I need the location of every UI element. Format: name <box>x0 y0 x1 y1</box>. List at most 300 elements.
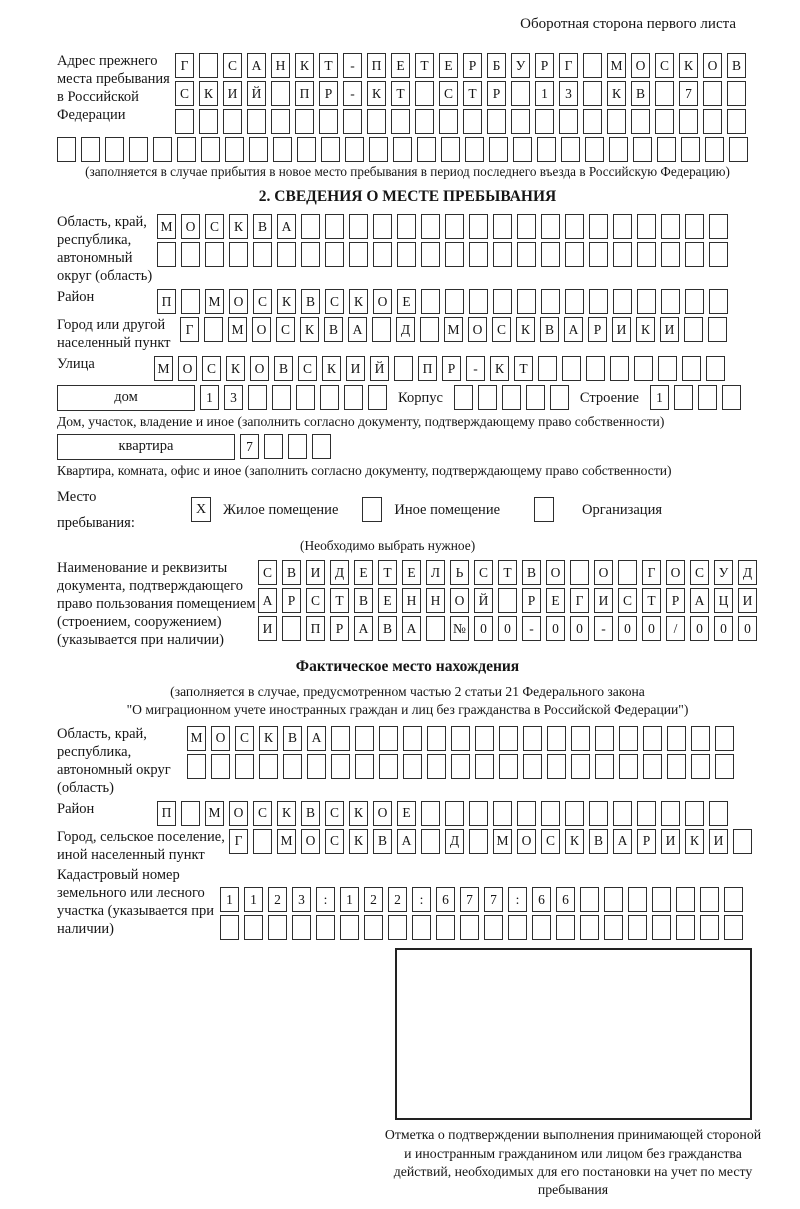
char-box[interactable]: К <box>636 317 655 342</box>
char-box[interactable]: 2 <box>388 887 407 912</box>
char-box[interactable] <box>301 242 320 267</box>
char-box[interactable]: 3 <box>224 385 243 410</box>
char-box[interactable] <box>643 754 662 779</box>
char-box[interactable] <box>307 754 326 779</box>
char-box[interactable] <box>637 801 656 826</box>
char-box[interactable] <box>498 588 517 613</box>
char-box[interactable] <box>445 214 464 239</box>
char-box[interactable]: И <box>594 588 613 613</box>
char-box[interactable]: Й <box>247 81 266 106</box>
char-box[interactable]: К <box>349 289 368 314</box>
char-box[interactable]: А <box>348 317 367 342</box>
char-box[interactable]: : <box>508 887 527 912</box>
char-box[interactable]: А <box>397 829 416 854</box>
char-box[interactable] <box>157 242 176 267</box>
char-box[interactable]: С <box>492 317 511 342</box>
char-box[interactable] <box>391 109 410 134</box>
char-box[interactable] <box>610 356 629 381</box>
char-box[interactable]: В <box>324 317 343 342</box>
char-box[interactable]: И <box>306 560 325 585</box>
char-box[interactable]: Е <box>354 560 373 585</box>
char-box[interactable] <box>355 726 374 751</box>
char-box[interactable]: Й <box>370 356 389 381</box>
char-box[interactable]: 6 <box>556 887 575 912</box>
char-box[interactable]: В <box>283 726 302 751</box>
char-box[interactable] <box>475 726 494 751</box>
char-box[interactable]: К <box>607 81 626 106</box>
char-box[interactable] <box>272 385 291 410</box>
char-box[interactable] <box>709 289 728 314</box>
char-box[interactable] <box>220 915 239 940</box>
char-box[interactable] <box>585 137 604 162</box>
char-box[interactable] <box>685 289 704 314</box>
char-box[interactable] <box>57 137 76 162</box>
char-box[interactable]: 0 <box>618 616 637 641</box>
char-box[interactable]: - <box>594 616 613 641</box>
char-box[interactable] <box>493 242 512 267</box>
char-box[interactable] <box>559 109 578 134</box>
char-box[interactable] <box>451 754 470 779</box>
char-box[interactable] <box>484 915 503 940</box>
char-box[interactable]: У <box>714 560 733 585</box>
char-box[interactable] <box>463 109 482 134</box>
char-box[interactable] <box>264 434 283 459</box>
char-box[interactable] <box>580 887 599 912</box>
char-box[interactable] <box>271 109 290 134</box>
char-box[interactable]: В <box>301 289 320 314</box>
char-box[interactable]: - <box>522 616 541 641</box>
char-box[interactable] <box>253 242 272 267</box>
char-box[interactable] <box>397 214 416 239</box>
char-box[interactable]: К <box>367 81 386 106</box>
char-box[interactable] <box>589 242 608 267</box>
char-box[interactable] <box>499 754 518 779</box>
char-box[interactable] <box>247 109 266 134</box>
char-box[interactable] <box>561 137 580 162</box>
char-box[interactable] <box>469 242 488 267</box>
char-box[interactable] <box>538 356 557 381</box>
char-box[interactable]: О <box>594 560 613 585</box>
char-box[interactable]: 1 <box>244 887 263 912</box>
char-box[interactable]: О <box>631 53 650 78</box>
char-box[interactable] <box>667 726 686 751</box>
char-box[interactable]: Д <box>738 560 757 585</box>
char-box[interactable] <box>550 385 569 410</box>
char-box[interactable] <box>604 915 623 940</box>
char-box[interactable] <box>619 754 638 779</box>
char-box[interactable] <box>643 726 662 751</box>
char-box[interactable] <box>439 109 458 134</box>
char-box[interactable] <box>403 754 422 779</box>
char-box[interactable] <box>248 385 267 410</box>
char-box[interactable] <box>340 915 359 940</box>
char-box[interactable] <box>421 829 440 854</box>
char-box[interactable]: 1 <box>535 81 554 106</box>
char-box[interactable] <box>685 801 704 826</box>
char-box[interactable]: И <box>660 317 679 342</box>
char-box[interactable] <box>469 829 488 854</box>
char-box[interactable]: Й <box>474 588 493 613</box>
char-box[interactable] <box>325 242 344 267</box>
checkbox-zhiloe[interactable]: X <box>191 497 211 522</box>
char-box[interactable]: С <box>276 317 295 342</box>
char-box[interactable]: Т <box>415 53 434 78</box>
char-box[interactable]: Е <box>402 560 421 585</box>
char-box[interactable]: 0 <box>642 616 661 641</box>
char-box[interactable] <box>175 109 194 134</box>
char-box[interactable]: К <box>226 356 245 381</box>
char-box[interactable]: И <box>223 81 242 106</box>
char-box[interactable]: Р <box>522 588 541 613</box>
char-box[interactable]: 0 <box>738 616 757 641</box>
char-box[interactable] <box>478 385 497 410</box>
char-box[interactable]: М <box>277 829 296 854</box>
char-box[interactable] <box>249 137 268 162</box>
char-box[interactable]: М <box>444 317 463 342</box>
char-box[interactable] <box>372 317 391 342</box>
char-box[interactable]: Д <box>445 829 464 854</box>
char-box[interactable]: В <box>274 356 293 381</box>
char-box[interactable]: О <box>703 53 722 78</box>
char-box[interactable]: А <box>564 317 583 342</box>
char-box[interactable] <box>469 289 488 314</box>
char-box[interactable]: О <box>468 317 487 342</box>
char-box[interactable] <box>297 137 316 162</box>
char-box[interactable] <box>181 242 200 267</box>
char-box[interactable]: К <box>199 81 218 106</box>
char-box[interactable]: О <box>211 726 230 751</box>
char-box[interactable]: С <box>541 829 560 854</box>
char-box[interactable]: - <box>466 356 485 381</box>
char-box[interactable]: И <box>346 356 365 381</box>
char-box[interactable] <box>637 242 656 267</box>
char-box[interactable] <box>451 726 470 751</box>
char-box[interactable] <box>541 214 560 239</box>
char-box[interactable] <box>613 214 632 239</box>
char-box[interactable] <box>722 385 741 410</box>
char-box[interactable]: Т <box>514 356 533 381</box>
char-box[interactable]: : <box>412 887 431 912</box>
char-box[interactable]: Н <box>426 588 445 613</box>
char-box[interactable] <box>609 137 628 162</box>
char-box[interactable]: О <box>181 214 200 239</box>
char-box[interactable] <box>436 915 455 940</box>
char-box[interactable] <box>403 726 422 751</box>
char-box[interactable] <box>177 137 196 162</box>
char-box[interactable]: П <box>295 81 314 106</box>
char-box[interactable] <box>657 137 676 162</box>
char-box[interactable]: Д <box>396 317 415 342</box>
char-box[interactable]: Г <box>180 317 199 342</box>
char-box[interactable] <box>633 137 652 162</box>
char-box[interactable] <box>661 289 680 314</box>
char-box[interactable] <box>727 81 746 106</box>
char-box[interactable] <box>253 829 272 854</box>
char-box[interactable]: О <box>178 356 197 381</box>
char-box[interactable]: О <box>250 356 269 381</box>
char-box[interactable] <box>658 356 677 381</box>
char-box[interactable]: С <box>253 289 272 314</box>
char-box[interactable] <box>421 242 440 267</box>
char-box[interactable] <box>583 81 602 106</box>
char-box[interactable] <box>412 915 431 940</box>
char-box[interactable]: 1 <box>650 385 669 410</box>
char-box[interactable] <box>661 242 680 267</box>
char-box[interactable]: С <box>306 588 325 613</box>
char-box[interactable]: Р <box>487 81 506 106</box>
char-box[interactable] <box>331 754 350 779</box>
char-box[interactable] <box>205 242 224 267</box>
char-box[interactable]: Р <box>535 53 554 78</box>
char-box[interactable] <box>517 289 536 314</box>
char-box[interactable] <box>388 915 407 940</box>
char-box[interactable]: С <box>202 356 221 381</box>
char-box[interactable]: П <box>418 356 437 381</box>
char-box[interactable]: 3 <box>559 81 578 106</box>
char-box[interactable]: 0 <box>690 616 709 641</box>
char-box[interactable] <box>667 754 686 779</box>
char-box[interactable]: 2 <box>364 887 383 912</box>
char-box[interactable]: М <box>157 214 176 239</box>
char-box[interactable]: К <box>229 214 248 239</box>
char-box[interactable] <box>499 726 518 751</box>
char-box[interactable]: П <box>157 289 176 314</box>
char-box[interactable]: В <box>727 53 746 78</box>
char-box[interactable] <box>698 385 717 410</box>
char-box[interactable]: Р <box>637 829 656 854</box>
char-box[interactable] <box>427 754 446 779</box>
char-box[interactable] <box>316 915 335 940</box>
char-box[interactable]: В <box>540 317 559 342</box>
char-box[interactable] <box>682 356 701 381</box>
char-box[interactable] <box>613 289 632 314</box>
char-box[interactable]: У <box>511 53 530 78</box>
char-box[interactable] <box>708 317 727 342</box>
char-box[interactable] <box>565 801 584 826</box>
char-box[interactable]: В <box>354 588 373 613</box>
char-box[interactable] <box>618 560 637 585</box>
char-box[interactable] <box>613 801 632 826</box>
char-box[interactable] <box>288 434 307 459</box>
char-box[interactable] <box>511 81 530 106</box>
char-box[interactable] <box>580 915 599 940</box>
char-box[interactable]: Е <box>546 588 565 613</box>
char-box[interactable]: Т <box>498 560 517 585</box>
char-box[interactable]: М <box>154 356 173 381</box>
char-box[interactable]: К <box>349 801 368 826</box>
char-box[interactable]: Ь <box>450 560 469 585</box>
char-box[interactable] <box>153 137 172 162</box>
char-box[interactable] <box>421 214 440 239</box>
char-box[interactable]: К <box>490 356 509 381</box>
char-box[interactable]: С <box>325 289 344 314</box>
char-box[interactable]: Е <box>397 289 416 314</box>
char-box[interactable]: 7 <box>679 81 698 106</box>
char-box[interactable] <box>441 137 460 162</box>
checkbox-inoe[interactable] <box>362 497 382 522</box>
char-box[interactable]: 0 <box>474 616 493 641</box>
char-box[interactable] <box>703 109 722 134</box>
char-box[interactable]: Г <box>642 560 661 585</box>
char-box[interactable]: И <box>661 829 680 854</box>
char-box[interactable] <box>589 289 608 314</box>
char-box[interactable]: С <box>235 726 254 751</box>
char-box[interactable] <box>415 109 434 134</box>
char-box[interactable]: Г <box>559 53 578 78</box>
char-box[interactable]: К <box>349 829 368 854</box>
char-box[interactable]: Ц <box>714 588 733 613</box>
char-box[interactable]: В <box>301 801 320 826</box>
char-box[interactable] <box>631 109 650 134</box>
char-box[interactable] <box>393 137 412 162</box>
char-box[interactable]: О <box>252 317 271 342</box>
char-box[interactable] <box>706 356 725 381</box>
char-box[interactable] <box>129 137 148 162</box>
char-box[interactable] <box>445 242 464 267</box>
char-box[interactable]: С <box>325 801 344 826</box>
char-box[interactable]: П <box>367 53 386 78</box>
char-box[interactable] <box>655 81 674 106</box>
char-box[interactable] <box>421 289 440 314</box>
char-box[interactable]: Д <box>330 560 349 585</box>
char-box[interactable] <box>685 242 704 267</box>
char-box[interactable] <box>691 726 710 751</box>
char-box[interactable]: А <box>247 53 266 78</box>
char-box[interactable] <box>204 317 223 342</box>
char-box[interactable] <box>355 754 374 779</box>
char-box[interactable] <box>637 289 656 314</box>
char-box[interactable] <box>508 915 527 940</box>
char-box[interactable]: 1 <box>200 385 219 410</box>
char-box[interactable] <box>282 616 301 641</box>
char-box[interactable]: С <box>325 829 344 854</box>
char-box[interactable] <box>565 214 584 239</box>
char-box[interactable] <box>379 726 398 751</box>
char-box[interactable] <box>513 137 532 162</box>
char-box[interactable]: С <box>298 356 317 381</box>
char-box[interactable] <box>312 434 331 459</box>
char-box[interactable] <box>415 81 434 106</box>
char-box[interactable]: М <box>205 289 224 314</box>
char-box[interactable]: С <box>258 560 277 585</box>
char-box[interactable]: Е <box>378 588 397 613</box>
char-box[interactable]: В <box>253 214 272 239</box>
char-box[interactable] <box>586 356 605 381</box>
char-box[interactable] <box>709 214 728 239</box>
char-box[interactable]: К <box>322 356 341 381</box>
char-box[interactable]: Т <box>319 53 338 78</box>
char-box[interactable]: М <box>205 801 224 826</box>
char-box[interactable]: А <box>613 829 632 854</box>
char-box[interactable]: Р <box>282 588 301 613</box>
char-box[interactable]: С <box>175 81 194 106</box>
char-box[interactable] <box>373 242 392 267</box>
char-box[interactable]: О <box>546 560 565 585</box>
char-box[interactable]: Г <box>229 829 248 854</box>
char-box[interactable]: М <box>607 53 626 78</box>
char-box[interactable]: М <box>493 829 512 854</box>
char-box[interactable]: К <box>300 317 319 342</box>
char-box[interactable] <box>727 109 746 134</box>
char-box[interactable] <box>705 137 724 162</box>
char-box[interactable] <box>729 137 748 162</box>
char-box[interactable]: 1 <box>340 887 359 912</box>
char-box[interactable] <box>105 137 124 162</box>
char-box[interactable]: В <box>589 829 608 854</box>
char-box[interactable] <box>469 214 488 239</box>
char-box[interactable] <box>373 214 392 239</box>
char-box[interactable] <box>517 242 536 267</box>
char-box[interactable]: М <box>228 317 247 342</box>
char-box[interactable] <box>547 726 566 751</box>
char-box[interactable] <box>583 109 602 134</box>
char-box[interactable] <box>489 137 508 162</box>
char-box[interactable] <box>469 801 488 826</box>
char-box[interactable]: К <box>685 829 704 854</box>
char-box[interactable] <box>526 385 545 410</box>
char-box[interactable]: Р <box>319 81 338 106</box>
char-box[interactable]: О <box>229 801 248 826</box>
char-box[interactable] <box>229 242 248 267</box>
char-box[interactable]: 7 <box>240 434 259 459</box>
char-box[interactable] <box>181 289 200 314</box>
char-box[interactable]: И <box>709 829 728 854</box>
char-box[interactable] <box>487 109 506 134</box>
char-box[interactable]: - <box>343 53 362 78</box>
char-box[interactable] <box>295 109 314 134</box>
char-box[interactable]: 6 <box>436 887 455 912</box>
char-box[interactable] <box>661 214 680 239</box>
char-box[interactable] <box>637 214 656 239</box>
char-box[interactable] <box>674 385 693 410</box>
char-box[interactable] <box>565 242 584 267</box>
char-box[interactable] <box>394 356 413 381</box>
char-box[interactable] <box>421 801 440 826</box>
char-box[interactable] <box>271 81 290 106</box>
char-box[interactable] <box>321 137 340 162</box>
char-box[interactable] <box>733 829 752 854</box>
char-box[interactable] <box>511 109 530 134</box>
char-box[interactable]: Р <box>588 317 607 342</box>
char-box[interactable] <box>325 214 344 239</box>
char-box[interactable]: К <box>277 801 296 826</box>
char-box[interactable] <box>417 137 436 162</box>
char-box[interactable] <box>541 242 560 267</box>
char-box[interactable] <box>367 109 386 134</box>
char-box[interactable] <box>397 242 416 267</box>
char-box[interactable] <box>562 356 581 381</box>
char-box[interactable] <box>445 289 464 314</box>
char-box[interactable]: Т <box>330 588 349 613</box>
char-box[interactable]: К <box>516 317 535 342</box>
char-box[interactable] <box>661 801 680 826</box>
char-box[interactable] <box>268 915 287 940</box>
char-box[interactable] <box>700 915 719 940</box>
char-box[interactable] <box>517 214 536 239</box>
char-box[interactable]: 0 <box>714 616 733 641</box>
char-box[interactable] <box>320 385 339 410</box>
char-box[interactable] <box>319 109 338 134</box>
char-box[interactable]: / <box>666 616 685 641</box>
char-box[interactable]: Е <box>439 53 458 78</box>
char-box[interactable]: Т <box>463 81 482 106</box>
char-box[interactable]: Т <box>391 81 410 106</box>
char-box[interactable]: О <box>666 560 685 585</box>
char-box[interactable] <box>703 81 722 106</box>
char-box[interactable]: Л <box>426 560 445 585</box>
char-box[interactable] <box>502 385 521 410</box>
char-box[interactable]: Б <box>487 53 506 78</box>
